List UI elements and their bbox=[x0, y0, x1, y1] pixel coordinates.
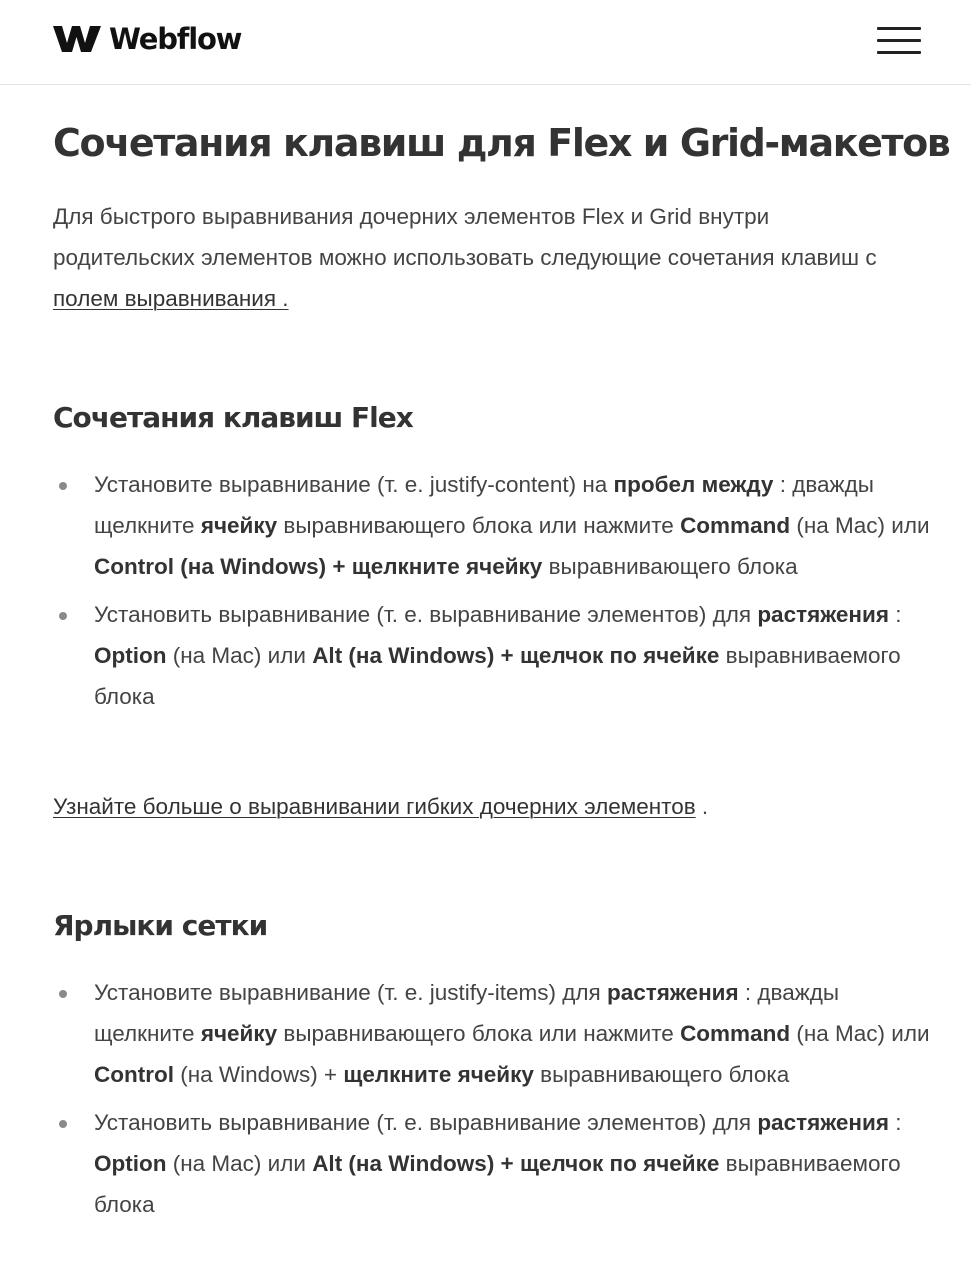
hamburger-menu-icon bbox=[877, 27, 921, 30]
hamburger-line bbox=[877, 51, 921, 54]
text: (на Mac) или bbox=[166, 643, 313, 668]
logo-text: Webflow bbox=[109, 22, 242, 56]
bold-text: Command bbox=[680, 513, 791, 538]
text: (на Mac) или bbox=[166, 1151, 313, 1176]
text: Установите выравнивание (т. е. justify-content) на bbox=[94, 472, 614, 497]
text: : дважды щелкните bbox=[94, 980, 840, 1046]
flex-shortcuts-list bbox=[53, 464, 933, 724]
text: выравниваемого блока bbox=[94, 1151, 901, 1217]
text: : bbox=[888, 1110, 902, 1135]
bold-text: Control bbox=[94, 1062, 174, 1087]
bold-text: растяжения bbox=[757, 602, 889, 627]
grid-shortcuts-heading: Ярлыки сетки bbox=[53, 909, 268, 942]
site-header bbox=[0, 0, 971, 85]
bold-text: Alt (на Windows) + щелчок по ячейке bbox=[312, 1151, 720, 1176]
webflow-logo-link[interactable] bbox=[53, 22, 241, 56]
text: выравнивающего блока bbox=[542, 554, 798, 579]
bold-text: Option bbox=[94, 1151, 167, 1176]
webflow-logo-icon bbox=[53, 24, 101, 54]
list-item bbox=[53, 1102, 933, 1225]
text: выравнивающего блока или нажмите bbox=[277, 513, 681, 538]
text: (на Mac) или bbox=[790, 1021, 930, 1046]
intro-text: Для быстрого выравнивания дочерних элементов Flex и Grid внутри родительских элементов можно использовать следующие сочетания клавиш с bbox=[53, 204, 877, 270]
text: (на Mac) или bbox=[790, 513, 930, 538]
text: (на Windows) + bbox=[173, 1062, 344, 1087]
text: выравниваемого блока bbox=[94, 643, 901, 709]
text: : bbox=[888, 602, 902, 627]
learn-more-flex-link[interactable]: Узнайте больше о выравнивании гибких дочерних элементов bbox=[53, 794, 696, 819]
bold-text: Control (на Windows) + щелкните ячейку bbox=[94, 554, 543, 579]
text: выравнивающего блока или нажмите bbox=[277, 1021, 681, 1046]
bold-text: ячейку bbox=[200, 1021, 278, 1046]
learn-more-paragraph bbox=[53, 786, 708, 827]
text: Установить выравнивание (т. е. выравнивание элементов) для bbox=[94, 602, 758, 627]
bold-text: щелкните ячейку bbox=[343, 1062, 534, 1087]
flex-shortcuts-heading: Сочетания клавиш Flex bbox=[53, 401, 413, 434]
bold-text: Alt (на Windows) + щелчок по ячейке bbox=[312, 643, 720, 668]
list-item bbox=[53, 594, 933, 717]
text: : дважды щелкните bbox=[94, 472, 874, 538]
hamburger-line bbox=[877, 39, 921, 42]
hamburger-menu-button[interactable] bbox=[872, 22, 926, 60]
learn-more-suffix: . bbox=[695, 794, 709, 819]
intro-paragraph bbox=[53, 196, 883, 319]
list-item bbox=[53, 972, 933, 1095]
grid-shortcuts-list bbox=[53, 972, 933, 1232]
bold-text: Option bbox=[94, 643, 167, 668]
bold-text: пробел между bbox=[613, 472, 774, 497]
text: выравнивающего блока bbox=[533, 1062, 790, 1087]
bold-text: растяжения bbox=[606, 980, 739, 1005]
bold-text: растяжения bbox=[757, 1110, 889, 1135]
list-item bbox=[53, 464, 933, 587]
text: Установить выравнивание (т. е. выравнивание элементов) для bbox=[94, 1110, 758, 1135]
alignment-field-link[interactable]: полем выравнивания . bbox=[53, 286, 289, 311]
text: Установите выравнивание (т. е. justify-items) для bbox=[94, 980, 607, 1005]
page-title: Сочетания клавиш для Flex и Grid-макетов bbox=[53, 121, 950, 165]
bold-text: ячейку bbox=[200, 513, 278, 538]
bold-text: Command bbox=[680, 1021, 791, 1046]
